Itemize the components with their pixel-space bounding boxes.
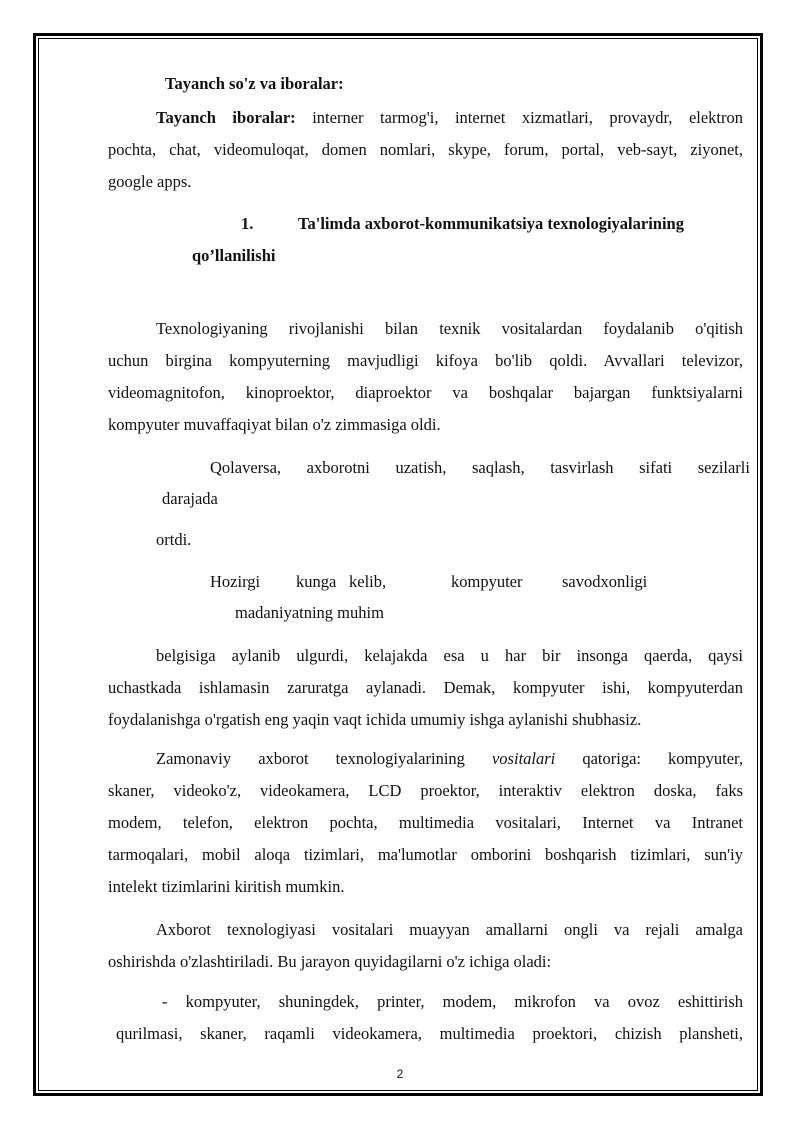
section-number: 1. [241, 214, 254, 233]
paragraph-3-word-1: Hozirgi [210, 572, 261, 591]
paragraph-3-word-4: kompyuter [451, 572, 523, 591]
keywords-heading: Tayanch so'z va iboralar: [165, 74, 344, 93]
paragraph-2-line2: darajada [162, 489, 218, 508]
paragraph-6: Axborot texnologiyasi vositalari muayyan amallarni ongli va rejali amalga oshirishda o'zlashtiriladi. Bu jarayon quyidagilarni o'z ichiga oladi: [108, 920, 743, 971]
keywords-label: Tayanch iboralar: [156, 108, 296, 127]
emphasis-vositalari: vositalari [491, 749, 556, 768]
paragraph-3-word-5: savodxonligi [562, 572, 648, 591]
paragraph-3-line2: madaniyatning muhim [235, 603, 384, 622]
paragraph-4: belgisiga aylanib ulgurdi, kelajakda esa u har bir insonga qaerda, qaysi uchastkada ishlamasin zaruratga aylanadi. Demak, kompyuter ishi, kompyuterdan foydalanishga o'rgatish eng yaqin vaqt ichida umumiy ishga aylanishi shubhasiz. [108, 646, 743, 729]
paragraph-3-word-2: kunga [296, 572, 337, 591]
section-title-line1: Ta'limda axborot-kommunikatsiya texnologiyalarining [298, 214, 684, 233]
section-title-line2: qo’llanilishi [192, 246, 276, 265]
keywords-paragraph: Tayanch iboralar: interner tarmog'i, internet xizmatlari, provaydr, elektron pochta, chat, videomuloqat, domen nomlari, skype, forum, portal, veb-sayt, ziyonet, google apps. [108, 108, 744, 191]
paragraph-2-line3: ortdi. [156, 530, 192, 549]
paragraph-3-word-3: kelib, [349, 572, 387, 591]
paragraph-1: Texnologiyaning rivojlanishi bilan texnik vositalardan foydalanib o'qitish uchun birgina kompyuterning mavjudligi kifoya bo'lib qoldi. Avvallari televizor, videomagnitofon, kinoproektor, diaproektor va boshqalar bajargan funktsiyalarni kompyuter muvaffaqiyat bilan o'z zimmasiga oldi. [108, 319, 743, 434]
paragraph-2-line1: Qolaversa, axborotni uzatish, saqlash, tasvirlash sifati sezilarli [210, 458, 750, 477]
page-number: 2 [396, 1067, 404, 1081]
paragraph-7-list-item: - kompyuter, shuningdek, printer, modem, mikrofon va ovoz eshittirish qurilmasi, skaner, raqamli videokamera, multimedia proektori, chizish plansheti, [116, 992, 743, 1043]
paragraph-5: Zamonaviy axborot texnologiyalarining vositalari qatoriga: kompyuter, skaner, videoko'z, videokamera, LCD proektor, interaktiv elektron doska, faks modem, telefon, elektron pochta, multimedia vositalari, Internet va Intranet tarmoqalari, mobil aloqa tizimlari, ma'lumotlar omborini boshqarish tizimlari, sun'iy intelekt tizimlarini kiritish mumkin. [108, 749, 743, 896]
